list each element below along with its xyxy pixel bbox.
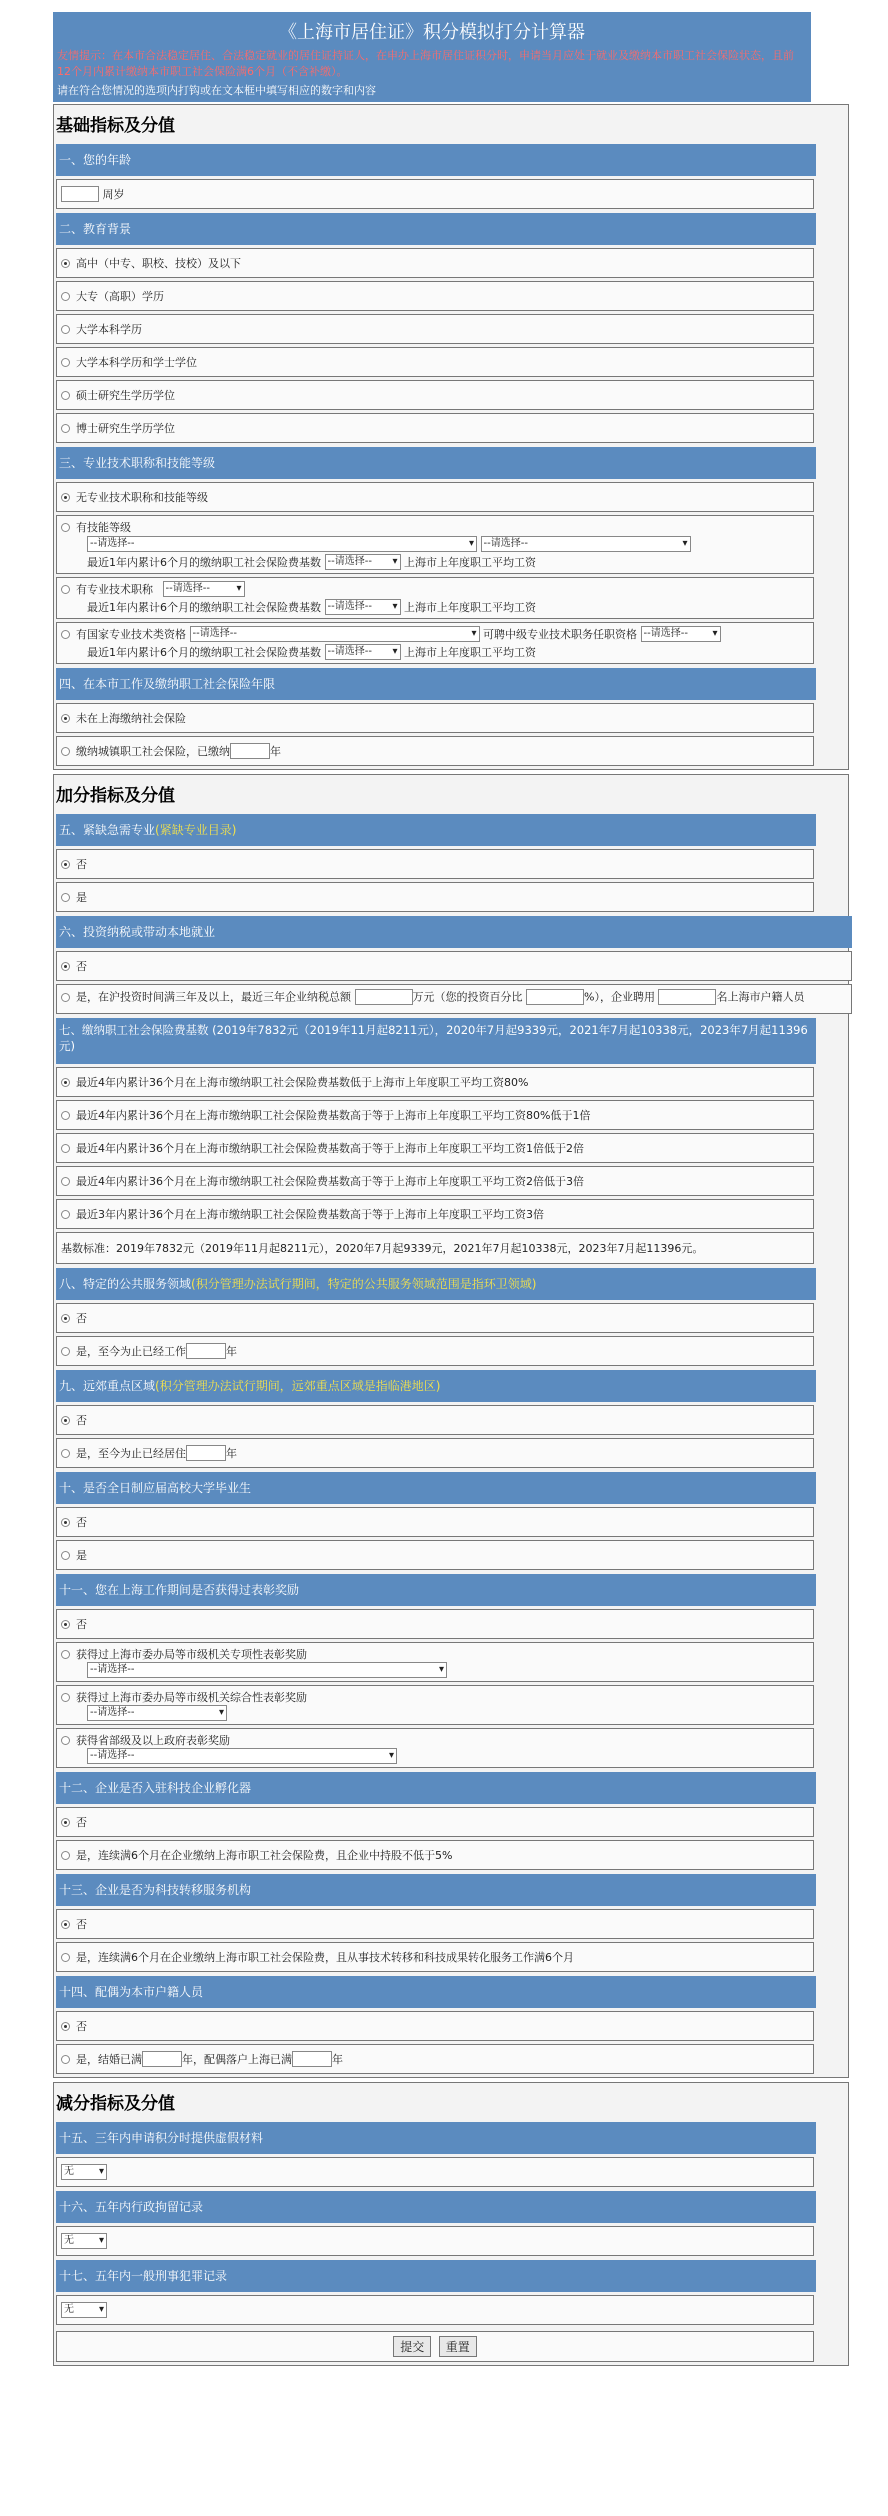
- radio-icon[interactable]: [61, 1920, 70, 1929]
- edu-option[interactable]: 大专（高职）学历: [56, 281, 814, 311]
- radio-icon[interactable]: [61, 630, 70, 639]
- radio-icon[interactable]: [61, 358, 70, 367]
- radio-icon[interactable]: [61, 1347, 70, 1356]
- false-material-row: [56, 2157, 814, 2187]
- spouse-yes[interactable]: 是，结婚已满 年，配偶落户上海已满 年: [56, 2044, 814, 2074]
- section-tech-transfer: 十三、企业是否为科技转移服务机构: [56, 1874, 816, 1906]
- award-select-1[interactable]: --请选择-- ▾: [87, 1662, 447, 1678]
- section-criminal: 十七、五年内一般刑事犯罪记录: [56, 2260, 816, 2292]
- minus-panel: [53, 2082, 849, 2366]
- skill-level-select[interactable]: --请选择-- ▾: [481, 536, 691, 552]
- edu-option[interactable]: 高中（中专、职校、技校）及以下: [56, 248, 814, 278]
- social-years[interactable]: 缴纳城镇职工社会保险，已缴纳 年: [56, 736, 814, 766]
- invest-no[interactable]: 否: [56, 951, 852, 981]
- suburb-yes[interactable]: 是，至今为止已经居住 年: [56, 1438, 814, 1468]
- radio-icon[interactable]: [61, 259, 70, 268]
- basic-title: 基础指标及分值: [56, 116, 175, 136]
- radio-icon[interactable]: [61, 1953, 70, 1962]
- tech-no[interactable]: 否: [56, 1909, 814, 1939]
- award-select-3[interactable]: --请选择-- ▾: [87, 1748, 397, 1764]
- shortage-no[interactable]: 否: [56, 849, 814, 879]
- criminal-select[interactable]: 无 ▾: [61, 2302, 107, 2318]
- false-material-select[interactable]: 无 ▾: [61, 2164, 107, 2180]
- radio-icon[interactable]: [61, 860, 70, 869]
- base-option[interactable]: 最近4年内累计36个月在上海市缴纳职工社会保险费基数高于等于上海市上年度职工平均工资80%低于1倍: [56, 1100, 814, 1130]
- section-title-skill: 三、专业技术职称和技能等级: [56, 447, 816, 479]
- radio-icon[interactable]: [61, 1416, 70, 1425]
- section-suburb: 九、远郊重点区域(积分管理办法试行期间，远郊重点区域是指临港地区): [56, 1370, 816, 1402]
- live-years-input[interactable]: [186, 1445, 226, 1461]
- graduate-no[interactable]: 否: [56, 1507, 814, 1537]
- award-opt3[interactable]: 获得省部级及以上政府表彰奖励 --请选择-- ▾: [56, 1728, 814, 1768]
- percent-input[interactable]: [526, 989, 584, 1005]
- public-yes[interactable]: 是，至今为止已经工作 年: [56, 1336, 814, 1366]
- radio-icon[interactable]: [61, 1078, 70, 1087]
- section-detention: 十六、五年内行政拘留记录: [56, 2191, 816, 2223]
- base-option[interactable]: 最近4年内累计36个月在上海市缴纳职工社会保险费基数低于上海市上年度职工平均工资80%: [56, 1067, 814, 1097]
- detention-row: [56, 2226, 814, 2256]
- skill-select[interactable]: --请选择-- ▾: [87, 536, 477, 552]
- radio-icon[interactable]: [61, 1650, 70, 1659]
- section-social-years: 四、在本市工作及缴纳职工社会保险年限: [56, 668, 816, 700]
- national-cert[interactable]: 有国家专业技术类资格 --请选择-- ▾ 可聘中级专业技术职务任职资格 --请选择-- ▾ 最近1年内累计6个月的缴纳职工社会保险费基数 --请选择-- ▾ 上海市上年度职工平均工资: [56, 622, 814, 664]
- base-option[interactable]: 最近4年内累计36个月在上海市缴纳职工社会保险费基数高于等于上海市上年度职工平均工资1倍低于2倍: [56, 1133, 814, 1163]
- radio-icon[interactable]: [61, 1818, 70, 1827]
- bonus-title: 加分指标及分值: [56, 786, 175, 806]
- radio-icon[interactable]: [61, 1551, 70, 1560]
- work-years-input[interactable]: [186, 1343, 226, 1359]
- award-opt2[interactable]: 获得过上海市委办局等市级机关综合性表彰奖励 --请选择-- ▾: [56, 1685, 814, 1725]
- skill-level[interactable]: 有技能等级 --请选择-- ▾ --请选择-- ▾ 最近1年内累计6个月的缴纳职工社会保险费基数 --请选择-- ▾ 上海市上年度职工平均工资: [56, 515, 814, 574]
- radio-icon[interactable]: [61, 1736, 70, 1745]
- social-base-select[interactable]: --请选择-- ▾: [325, 599, 401, 615]
- shortage-link[interactable]: (紧缺专业目录): [155, 823, 237, 837]
- section-award: 十一、您在上海工作期间是否获得过表彰奖励: [56, 1574, 816, 1606]
- section-shortage: 五、紧缺急需专业(紧缺专业目录): [56, 814, 816, 846]
- skill-none[interactable]: 无专业技术职称和技能等级: [56, 482, 814, 512]
- radio-icon[interactable]: [61, 2022, 70, 2031]
- section-incubator: 十二、企业是否入驻科技企业孵化器: [56, 1772, 816, 1804]
- edu-option[interactable]: 大学本科学历: [56, 314, 814, 344]
- invest-yes[interactable]: 是，在沪投资时间满三年及以上，最近三年企业纳税总额 万元（您的投资百分比 %），企业聘用 名上海市户籍人员: [56, 984, 852, 1014]
- minus-title: 减分指标及分值: [56, 2094, 175, 2114]
- prof-title[interactable]: 有专业技术职称 --请选择-- ▾ 最近1年内累计6个月的缴纳职工社会保险费基数 --请选择-- ▾ 上海市上年度职工平均工资: [56, 577, 814, 619]
- radio-icon[interactable]: [61, 424, 70, 433]
- radio-icon[interactable]: [61, 1518, 70, 1527]
- header: [53, 12, 811, 102]
- radio-icon[interactable]: [61, 391, 70, 400]
- reset-button[interactable]: 重置: [439, 2336, 477, 2357]
- social-base-select[interactable]: --请选择-- ▾: [325, 644, 401, 660]
- bonus-panel: [53, 774, 849, 2078]
- social-none[interactable]: 未在上海缴纳社会保险: [56, 703, 814, 733]
- section-false-material: 十五、三年内申请积分时提供虚假材料: [56, 2122, 816, 2154]
- radio-icon[interactable]: [61, 893, 70, 902]
- base-option[interactable]: 最近3年内累计36个月在上海市缴纳职工社会保险费基数高于等于上海市上年度职工平均工资3倍: [56, 1199, 814, 1229]
- page-title: 《上海市居住证》积分模拟打分计算器: [279, 22, 585, 43]
- radio-icon[interactable]: [61, 1620, 70, 1629]
- radio-icon[interactable]: [61, 1210, 70, 1219]
- submit-button[interactable]: 提交: [393, 2336, 431, 2357]
- public-no[interactable]: 否: [56, 1303, 814, 1333]
- radio-icon[interactable]: [61, 714, 70, 723]
- section-education: 二、教育背景: [56, 213, 816, 245]
- prof-select[interactable]: --请选择-- ▾: [163, 581, 245, 597]
- years-input[interactable]: [230, 743, 270, 759]
- tip-text: 请在符合您情况的选项内打钩或在文本框中填写相应的数字和内容: [57, 84, 376, 97]
- age-row: [56, 179, 814, 209]
- criminal-row: [56, 2295, 814, 2325]
- award-no[interactable]: 否: [56, 1609, 814, 1639]
- radio-icon[interactable]: [61, 1111, 70, 1120]
- radio-icon[interactable]: [61, 292, 70, 301]
- radio-icon[interactable]: [61, 747, 70, 756]
- social-base-select[interactable]: --请选择-- ▾: [325, 554, 401, 570]
- tax-input[interactable]: [355, 989, 413, 1005]
- radio-icon[interactable]: [61, 1177, 70, 1186]
- incubator-yes[interactable]: 是，连续满6个月在企业缴纳上海市职工社会保险费，且企业中持股不低于5%: [56, 1840, 814, 1870]
- radio-icon[interactable]: [61, 1449, 70, 1458]
- section-graduate: 十、是否全日制应届高校大学毕业生: [56, 1472, 816, 1504]
- detention-select[interactable]: 无 ▾: [61, 2233, 107, 2249]
- age-input[interactable]: [61, 186, 99, 202]
- base-option[interactable]: 最近4年内累计36个月在上海市缴纳职工社会保险费基数高于等于上海市上年度职工平均工资2倍低于3倍: [56, 1166, 814, 1196]
- section-public-service: 八、特定的公共服务领域(积分管理办法试行期间，特定的公共服务领域范围是指环卫领域): [56, 1268, 816, 1300]
- tech-yes[interactable]: 是，连续满6个月在企业缴纳上海市职工社会保险费，且从事技术转移和科技成果转化服务工作满6个月: [56, 1942, 814, 1972]
- radio-icon[interactable]: [61, 993, 70, 1002]
- award-select-2[interactable]: --请选择-- ▾: [87, 1705, 227, 1721]
- shortage-yes[interactable]: 是: [56, 882, 814, 912]
- edu-option[interactable]: 大学本科学历和学士学位: [56, 347, 814, 377]
- cert-select[interactable]: --请选择-- ▾: [641, 626, 721, 642]
- radio-icon[interactable]: [61, 585, 70, 594]
- button-bar: [56, 2331, 814, 2362]
- suburb-no[interactable]: 否: [56, 1405, 814, 1435]
- award-opt1[interactable]: 获得过上海市委办局等市级机关专项性表彰奖励 --请选择-- ▾: [56, 1642, 814, 1682]
- section-spouse: 十四、配偶为本市户籍人员: [56, 1976, 816, 2008]
- basic-panel: [53, 104, 849, 770]
- radio-icon[interactable]: [61, 325, 70, 334]
- notice-text: 友情提示：在本市合法稳定居住、合法稳定就业的居住证持证人，在申办上海市居住证积分时，申请当月应处于就业及缴纳本市职工社会保险状态，且前12个月内累计缴纳本市职工社会保险满6个月（不含补缴）。: [57, 49, 794, 78]
- hire-input[interactable]: [658, 989, 716, 1005]
- spouse-years-input[interactable]: [292, 2051, 332, 2067]
- radio-icon[interactable]: [61, 1851, 70, 1860]
- radio-icon[interactable]: [61, 1314, 70, 1323]
- radio-icon[interactable]: [61, 962, 70, 971]
- age-unit: 周岁: [102, 188, 125, 201]
- incubator-no[interactable]: 否: [56, 1807, 814, 1837]
- section-social-base: 七、缴纳职工社会保险费基数 (2019年7832元（2019年11月起8211元），2020年7月起9339元，2021年7月起10338元，2023年7月起11396元): [56, 1018, 816, 1064]
- page: [53, 12, 853, 2366]
- radio-icon[interactable]: [61, 1144, 70, 1153]
- base-note: 基数标准：2019年7832元（2019年11月起8211元），2020年7月起9339元，2021年7月起10338元，2023年7月起11396元。: [56, 1232, 814, 1264]
- radio-icon[interactable]: [61, 1693, 70, 1702]
- section-investment: 六、投资纳税或带动本地就业: [56, 916, 852, 948]
- graduate-yes[interactable]: 是: [56, 1540, 814, 1570]
- radio-icon[interactable]: [61, 2055, 70, 2064]
- national-select[interactable]: --请选择-- ▾: [190, 626, 480, 642]
- married-years-input[interactable]: [142, 2051, 182, 2067]
- section-age: 一、您的年龄: [56, 144, 816, 176]
- edu-option[interactable]: 博士研究生学历学位: [56, 413, 814, 443]
- radio-icon[interactable]: [61, 493, 70, 502]
- radio-icon[interactable]: [61, 523, 70, 532]
- spouse-no[interactable]: 否: [56, 2011, 814, 2041]
- edu-option[interactable]: 硕士研究生学历学位: [56, 380, 814, 410]
